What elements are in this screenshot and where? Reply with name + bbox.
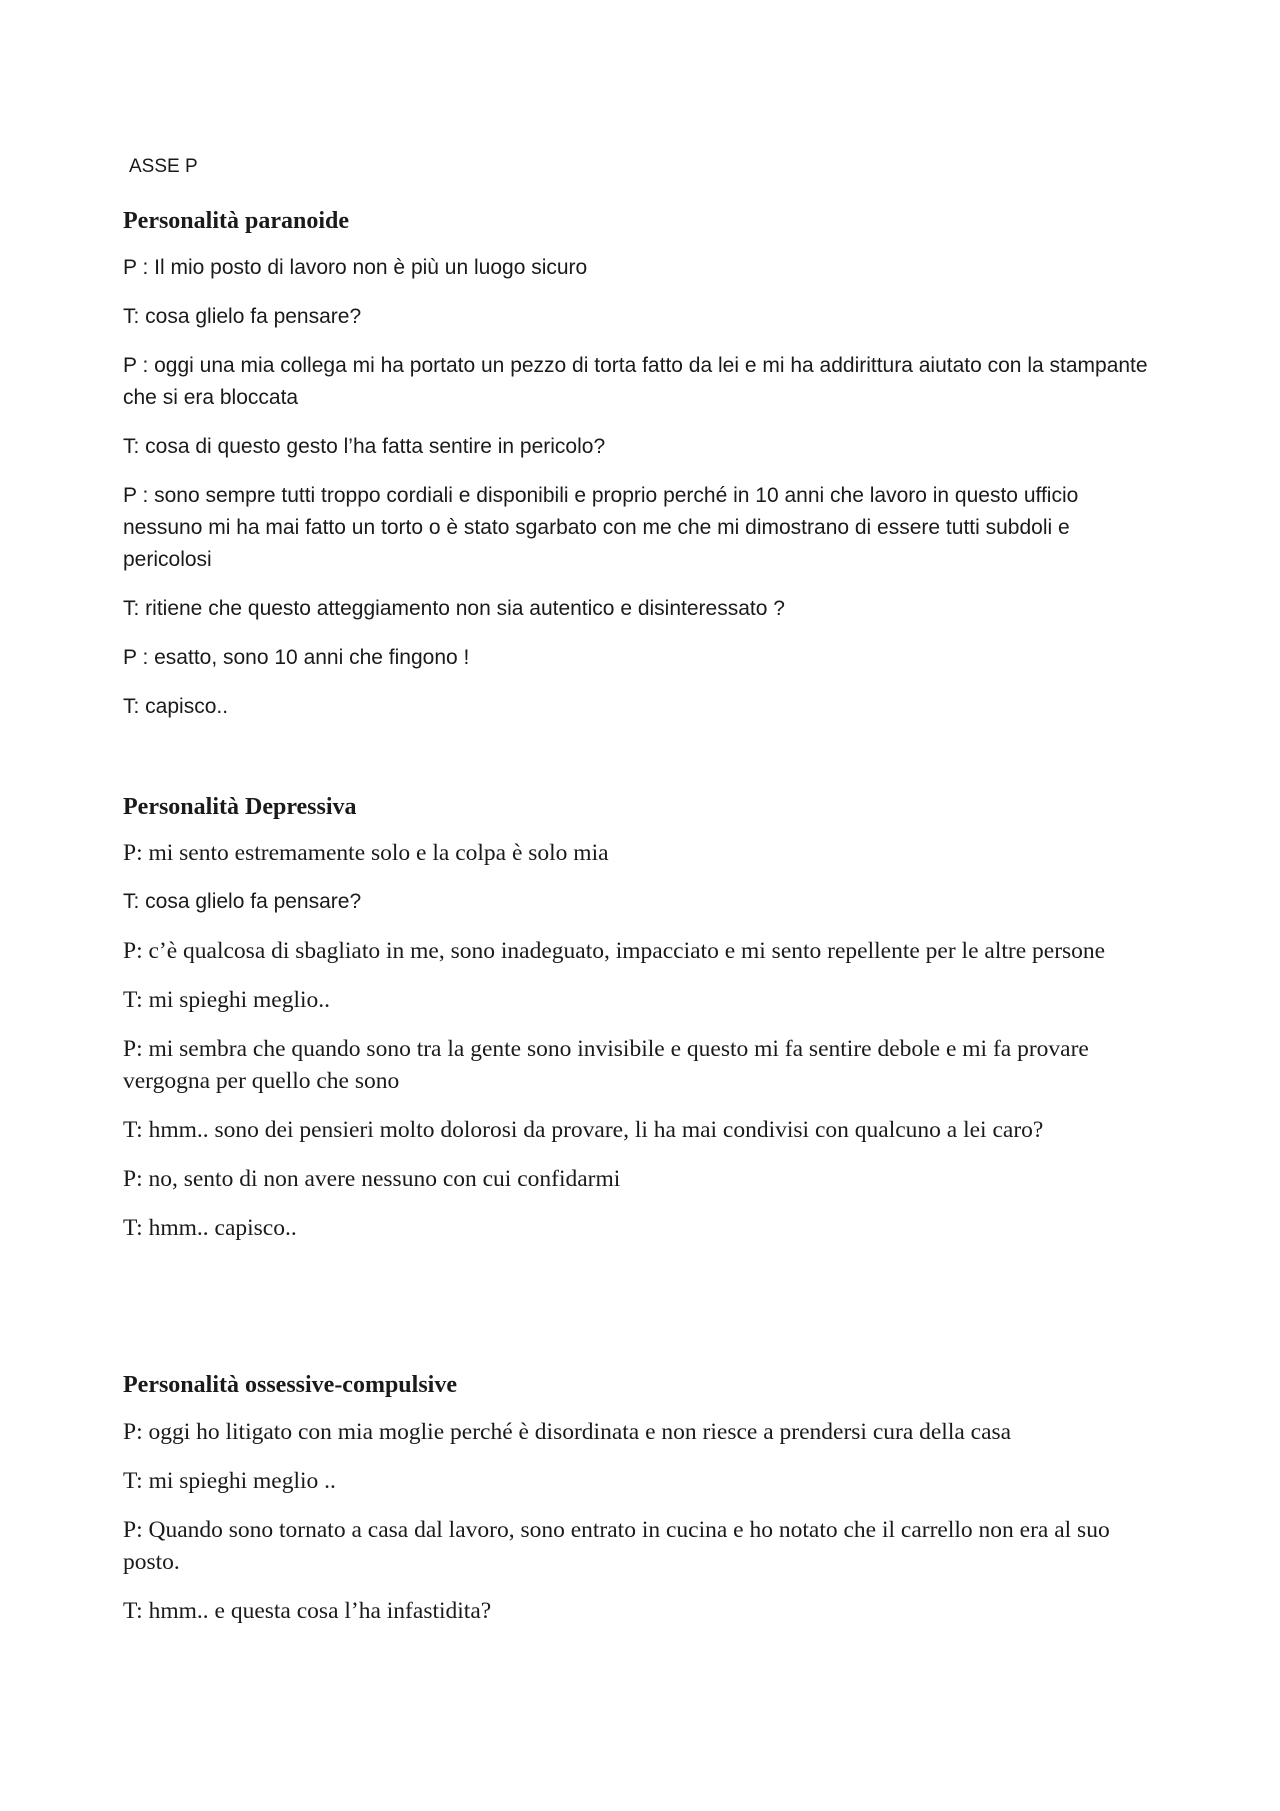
section-obsessive-compulsive (123, 1371, 1162, 1627)
dialogue-line: P: no, sento di non avere nessuno con cui confidarmi (123, 1166, 621, 1193)
section-title: Personalità ossessive-compulsive (123, 1372, 457, 1399)
dialogue-line: T: hmm.. capisco.. (123, 1215, 297, 1242)
spacer (123, 1261, 1162, 1371)
section-title: Personalità paranoide (123, 207, 349, 234)
dialogue-line: T: hmm.. sono dei pensieri molto dolorosi da provare, li ha mai condivisi con qualcuno a lei caro? (123, 1117, 1044, 1144)
dialogue-line: T: cosa di questo gesto l’ha fatta sentire in pericolo? (123, 434, 606, 458)
spacer (123, 740, 1162, 793)
dialogue-line: T: cosa glielo fa pensare? (123, 304, 362, 328)
dialogue-line: T: ritiene che questo atteggiamento non sia autentico e disinteressato ? (123, 596, 785, 620)
dialogue-line: T: cosa glielo fa pensare? (123, 890, 362, 914)
dialogue-line: T: mi spieghi meglio .. (123, 1468, 336, 1495)
dialogue-line: P: c’è qualcosa di sbagliato in me, sono inadeguato, impacciato e mi sento repellente per le altre persone (123, 938, 1106, 965)
dialogue-line: P : Il mio posto di lavoro non è più un luogo sicuro (123, 255, 588, 279)
dialogue-line: P: mi sembra che quando sono tra la gente sono invisibile e questo mi fa sentire debole e mi fa provare vergogna per quello che sono (123, 1036, 1089, 1095)
dialogue-line: T: capisco.. (123, 694, 229, 718)
dialogue-line: T: mi spieghi meglio.. (123, 987, 331, 1014)
dialogue-line: P: Quando sono tornato a casa dal lavoro, sono entrato in cucina e ho notato che il carrello non era al suo posto. (123, 1517, 1110, 1576)
dialogue-line: P : esatto, sono 10 anni che fingono ! (123, 645, 470, 669)
dialogue-line: P: oggi ho litigato con mia moglie perché è disordinata e non riesce a prendersi cura della casa (123, 1419, 1012, 1446)
dialogue-line: P: mi sento estremamente solo e la colpa è solo mia (123, 840, 609, 867)
dialogue-line: P : oggi una mia collega mi ha portato un pezzo di torta fatto da lei e mi ha addirittura aiutato con la stampante che si era bloccata (123, 353, 1148, 409)
dialogue-line: T: hmm.. e questa cosa l’ha infastidita? (123, 1598, 492, 1625)
section-title: Personalità Depressiva (123, 793, 357, 820)
section-depressive (123, 793, 1162, 1245)
dialogue-line: P : sono sempre tutti troppo cordiali e disponibili e proprio perché in 10 anni che lavoro in questo ufficio nessuno mi ha mai fatto un torto o è stato sgarbato con me che mi dimostrano di essere tutti subdoli e pericolosi (123, 483, 1079, 571)
section-paranoid (123, 207, 1162, 723)
document-header: ASSE P (129, 156, 198, 177)
